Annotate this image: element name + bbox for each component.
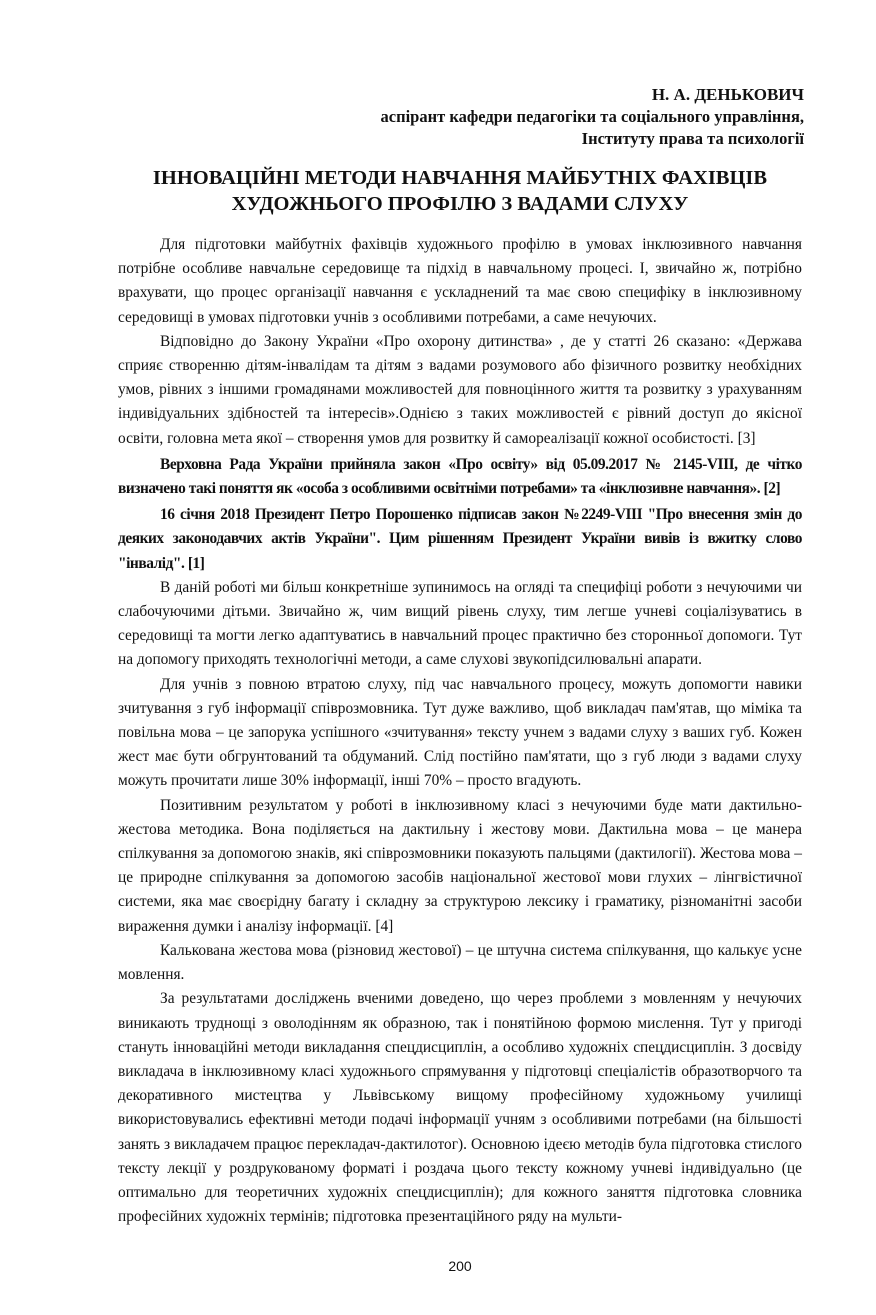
- paragraph: За результатами досліджень вченими доведено, що через проблеми з мовленням у нечуючих виникають труднощі з оволодінням як образною, так і понятійною формою мислення. Тут у пригоді стануть інноваційні методи викладання спецдисциплін, а особливо художніх спецдисциплін. З досвіду викладача в інклюзивному класі художнього спрямування у підготовці спеціалістів образотворчого та декоративного мистецтва у Львівському вищому професійному художньому училищі використовувались ефективні методи подачі інформації учням з особливими потребами (на більшості занять з викладачем працює перекладач-дактилотог). Основною ідеєю методів була підготовка стислого тексту лекції у роздрукованому форматі і роздача цього тексту кожному учневі індивідуально (це оптимально для теоретичних художніх спецдисциплін); для кожного заняття підготовка словника професійних художніх термінів; підготовка презентаційного ряду на мульти-: [118, 990, 802, 1226]
- page-number: 200: [448, 1258, 472, 1275]
- article-body: [118, 233, 802, 1229]
- paragraph-law-education: Верховна Рада України прийняла закон «Про освіту» від 05.09.2017 № 2145-VIII, де чітко визначено такі поняття як «особа з особливими освітніми потребами» та «інклюзивне навчання». [2]: [118, 455, 802, 498]
- paragraph: Позитивним результатом у роботі в інклюзивному класі з нечуючими буде мати дактильно-жестова методика. Вона поділяється на дактильну і жестову мови. Дактильна мова – це манера спілкування за допомогою знаків, які співрозмовники показують пальцями (дактилогії). Жестова мова – це природне спілкування за допомогою засобів національної жестової мови глухих – лінгвістичної системи, яка має своєрідну багату і складну за структурою лексику і граматику, різноманітні засоби вираження думки і аналізу інформації. [4]: [118, 796, 802, 935]
- author-name: Н. А. ДЕНЬКОВИЧ: [651, 85, 804, 104]
- paragraph: Калькована жестова мова (різновид жестової) – це штучна система спілкування, що калькує усне мовлення.: [118, 941, 802, 984]
- article-title: [98, 165, 822, 217]
- author-institution: Інституту права та психології: [581, 129, 804, 148]
- paragraph-law-2249: 16 січня 2018 Президент Петро Порошенко підписав закон №2249-VIII "Про внесення змін до деяких законодавчих актів України". Цим рішенням Президент України вивів із вжитку слово "інвалід". [1]: [118, 506, 802, 572]
- paragraph: Для підготовки майбутніх фахівців художнього профілю в умовах інклюзивного навчання потрібне особливе навчальне середовище та підхід в навчальному процесі. І, звичайно ж, потрібно врахувати, що процес організації навчання є ускладнений та має свою специфіку в інклюзивному середовищі в умовах підготовки учнів з особливими потребами, а саме нечуючих.: [118, 236, 802, 326]
- title-line-1: ІННОВАЦІЙНІ МЕТОДИ НАВЧАННЯ МАЙБУТНІХ ФАХІВЦІВ: [152, 167, 768, 189]
- paragraph: В даній роботі ми більш конкретніше зупинимось на огляді та специфіці роботи з нечуючими чи слабочуючими дітьми. Звичайно ж, чим вищий рівень слуху, тим легше учневі соціалізуватись в середовищі та могти легко адаптуватись в навчальний процес практично без сторонньої допомоги. Тут на допомогу приходять технологічні методи, а саме слухові звукопідсилювальні апарати.: [118, 578, 802, 669]
- paragraph: Для учнів з повною втратою слуху, під час навчального процесу, можуть допомогти навики зчитування з губ інформації співрозмовника. Тут дуже важливо, щоб викладач пам'ятав, що міміка та повільна мова – це запорука успішного «зчитування» тексту учнем з вадами слуху з ваших губ. Кожен жест має бути обгрунтований та обдуманий. Слід постійно пам'ятати, що з губ люди з вадами слуху можуть прочитати лише 30% інформації, інші 70% – просто вгадують.: [118, 675, 802, 790]
- page: [118, 0, 802, 1315]
- author-block: [118, 84, 804, 150]
- paragraph: Відповідно до Закону України «Про охорону дитинства» , де у статті 26 сказано: «Держава сприяє створенню дітям-інвалідам та дітям з вадами розумового або фізичного розвитку необхідних умов, рівних з іншими громадянами можливостей для повноцінного життя та розвитку з урахуванням індивідуальних здібностей та інтересів».Однією з таких можливостей є рівний доступ до якісної освіти, головна мета якої – створення умов для розвитку й самореалізації кожної особистості. [3]: [118, 332, 802, 447]
- title-line-2: ХУДОЖНЬОГО ПРОФІЛЮ З ВАДАМИ СЛУХУ: [231, 193, 689, 215]
- author-position: аспірант кафедри педагогіки та соціального управління,: [380, 107, 804, 126]
